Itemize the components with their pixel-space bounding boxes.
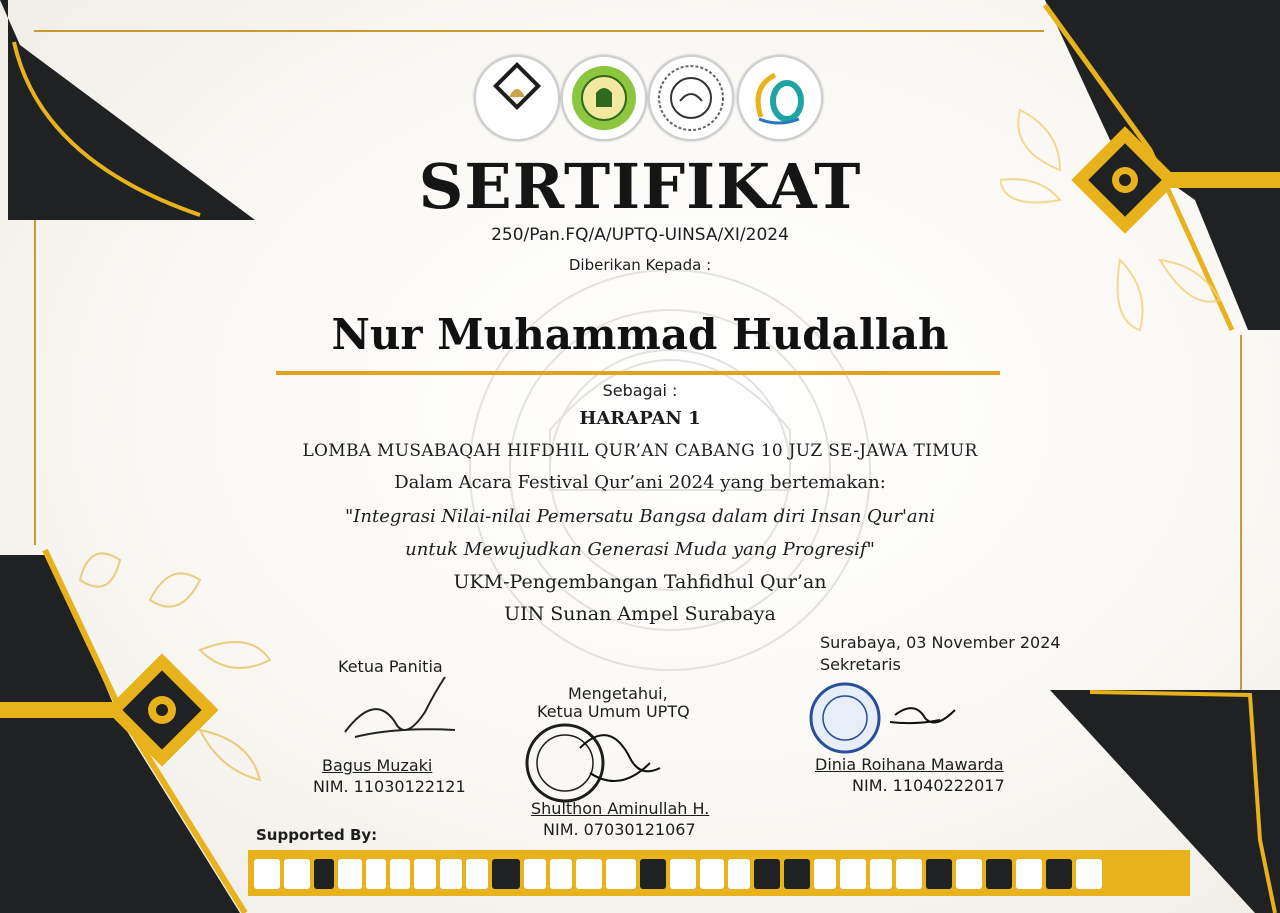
sponsor-logo [926, 859, 952, 889]
center-signer-name: Shulthon Aminullah H. [531, 799, 710, 818]
right-stamp-signature [805, 680, 965, 755]
center-signer-id: NIM. 07030121067 [543, 820, 696, 839]
sponsor-logo [814, 859, 836, 889]
left-signature [335, 672, 465, 752]
sponsor-logo [254, 859, 280, 889]
right-signer-id: NIM. 11040222017 [852, 776, 1005, 795]
sponsor-logo [840, 859, 866, 889]
sponsor-logo [414, 859, 436, 889]
sponsor-logo [728, 859, 750, 889]
supported-by-label: Supported By: [256, 826, 378, 844]
uin-sunan-ampel-logo [474, 55, 560, 141]
sponsor-logo [492, 859, 520, 889]
center-signer-role-2: Ketua Umum UPTQ [537, 702, 690, 721]
sponsor-logo [640, 859, 666, 889]
place-date: Surabaya, 03 November 2024 [820, 633, 1061, 652]
sponsor-logo [784, 859, 810, 889]
event-line: Dalam Acara Festival Qur’ani 2024 yang bertemakan: [394, 472, 886, 493]
sponsor-logo [956, 859, 982, 889]
sponsor-logo [550, 859, 572, 889]
left-signer-name: Bagus Muzaki [322, 756, 433, 775]
given-to-label: Diberikan Kepada : [568, 256, 712, 274]
sponsor-logo [1016, 859, 1042, 889]
sponsor-logo [870, 859, 892, 889]
center-signer-role-1: Mengetahui, [568, 684, 668, 703]
org-line-2: UIN Sunan Ampel Surabaya [504, 603, 776, 625]
sponsor-logo [284, 859, 310, 889]
sponsor-logo [524, 859, 546, 889]
sponsor-logo [576, 859, 602, 889]
sponsor-logo [896, 859, 922, 889]
certificate-number: 250/Pan.FQ/A/UPTQ-UINSA/XI/2024 [491, 225, 789, 245]
sponsor-logo [1046, 859, 1072, 889]
center-stamp-signature [520, 718, 670, 808]
sponsor-logo [338, 859, 362, 889]
right-signer-name: Dinia Roihana Mawarda [815, 755, 1004, 774]
name-underline [276, 371, 1000, 375]
sponsor-logo [466, 859, 488, 889]
satu-dekade-logo [737, 55, 823, 141]
sponsor-logo [700, 859, 724, 889]
left-signer-role: Ketua Panitia [338, 657, 443, 676]
sponsor-logo [1076, 859, 1102, 889]
theme-line-1: "Integrasi Nilai-nilai Pemersatu Bangsa dalam diri Insan Qur'ani [344, 506, 936, 527]
sponsor-logo [440, 859, 462, 889]
sponsor-logo [314, 859, 334, 889]
sponsor-logo [754, 859, 780, 889]
org-line-1: UKM-Pengembangan Tahfidhul Qur’an [453, 571, 827, 593]
left-signer-id: NIM. 11030122121 [313, 777, 466, 796]
sponsor-logo [986, 859, 1012, 889]
sponsor-logo [606, 859, 636, 889]
competition-text: LOMBA MUSABAQAH HIFDHIL QUR’AN CABANG 10 JUZ SE-JAWA TIMUR [302, 441, 978, 461]
sponsor-logo [390, 859, 410, 889]
rank-text: HARAPAN 1 [579, 408, 701, 429]
right-signer-role: Sekretaris [820, 655, 901, 674]
uptq-logo [561, 55, 647, 141]
theme-line-2: untuk Mewujudkan Generasi Muda yang Progresif" [405, 539, 875, 560]
recipient-name: Nur Muhammad Hudallah [331, 310, 949, 359]
sponsor-logo [366, 859, 386, 889]
as-label: Sebagai : [602, 381, 678, 400]
sponsor-logo [670, 859, 696, 889]
festival-quran-logo [648, 55, 734, 141]
certificate-title: SERTIFIKAT [418, 150, 862, 223]
